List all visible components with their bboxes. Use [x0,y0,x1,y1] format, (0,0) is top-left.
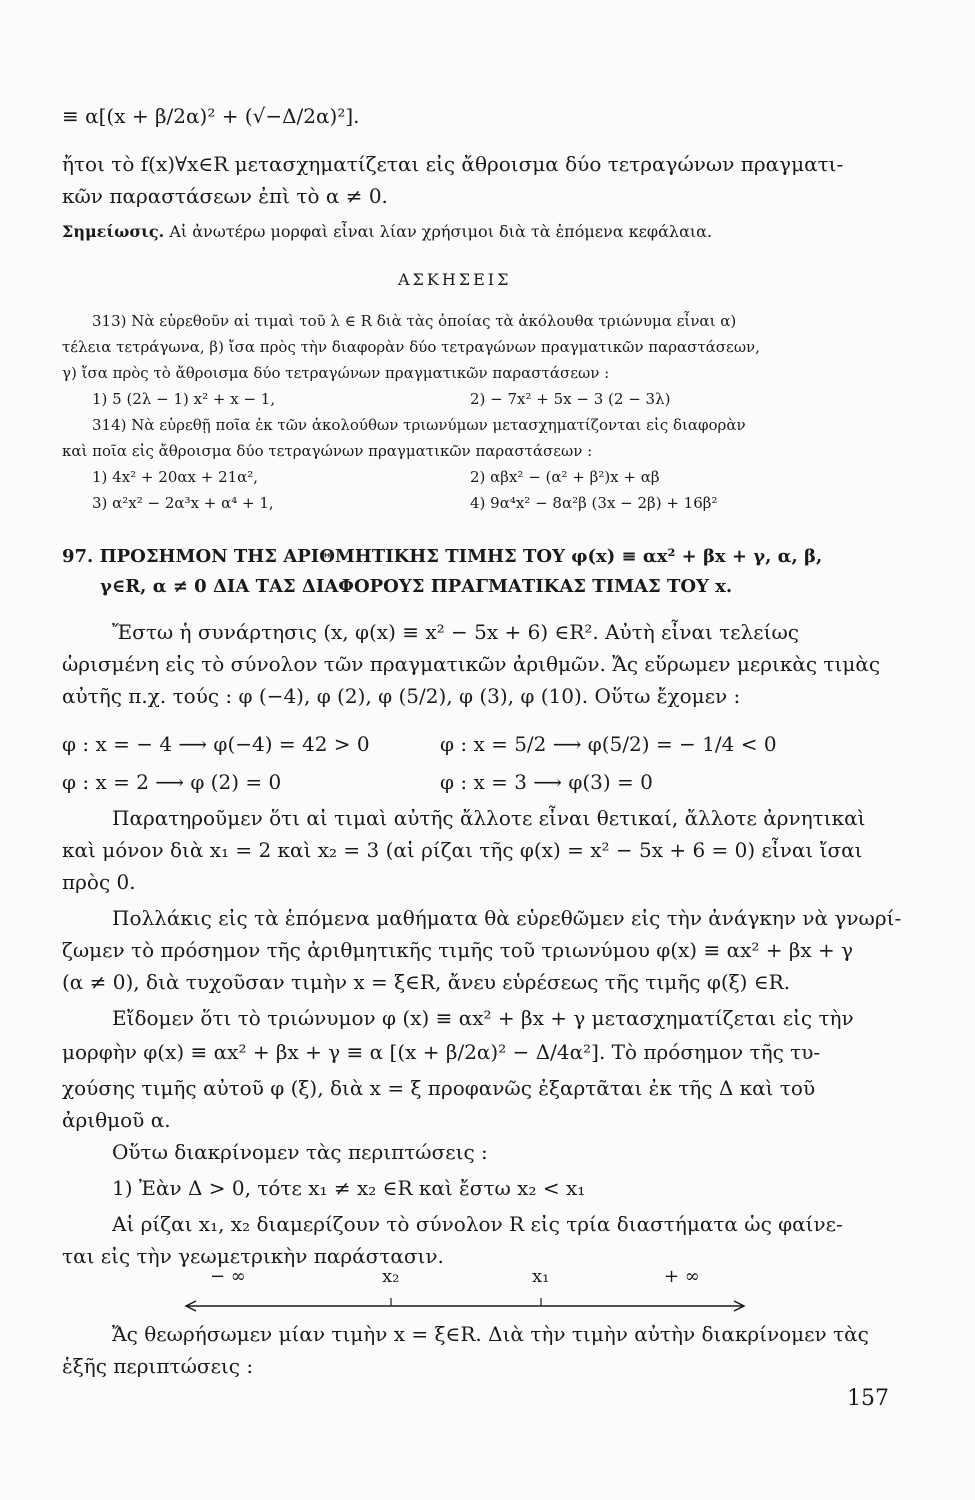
p4-line-3: χούσης τιμῆς αὐτοῦ φ (ξ), διὰ x = ξ προφανῶς ἐξαρτᾶται ἐκ τῆς Δ καὶ τοῦ [62,1076,816,1100]
number-line [180,1292,750,1316]
ex314-item-4: 4) 9α⁴x² − 8α²β (3x − 2β) + 16β² [470,494,718,512]
top-formula: ≡ α[(x + β/2α)² + (√−Δ/2α)²]. [62,104,360,128]
p2-line-3: πρὸς 0. [62,870,136,894]
p1-line-3: αὐτῆς π.χ. τούς : φ (−4), φ (2), φ (5/2), φ (3), φ (10). Οὕτω ἔχομεν : [62,684,741,708]
eq-2b: φ : x = 3 ⟶ φ(3) = 0 [440,770,653,794]
note-label: Σημείωσις. [62,222,165,241]
p4-line-1: Εἴδομεν ὅτι τὸ τριώνυμον φ (x) ≡ αx² + βx + γ μετασχηματίζεται εἰς τὴν [112,1006,854,1030]
p2-line-2: καὶ μόνον διὰ x₁ = 2 καὶ x₂ = 3 (αἱ ρίζαι τῆς φ(x) = x² − 5x + 6 = 0) εἶναι ἴσαι [62,838,863,862]
ex313-item-2: 2) − 7x² + 5x − 3 (2 − 3λ) [470,390,671,408]
eq-1b: φ : x = 5/2 ⟶ φ(5/2) = − 1/4 < 0 [440,732,777,756]
section-number: 97. [62,546,94,567]
section-title-1: ΠΡΟΣΗΜΟΝ ΤΗΣ ΑΡΙΘΜΗΤΙΚΗΣ ΤΙΜΗΣ ΤΟΥ φ(x) ≡ αx² + βx + γ, α, β, [99,546,823,567]
p3-line-2: ζωμεν τὸ πρόσημον τῆς ἀριθμητικῆς τιμῆς τοῦ τριωνύμου φ(x) ≡ αx² + βx + γ [62,938,854,962]
ex314-item-2: 2) αβx² − (α² + β²)x + αβ [470,468,660,486]
page-number: 157 [847,1386,889,1411]
axis-pos-infinity: + ∞ [664,1266,700,1287]
ex314-item-3: 3) α²x² − 2α³x + α⁴ + 1, [92,494,274,512]
p1-line-1: Ἔστω ἡ συνάρτησις (x, φ(x) ≡ x² − 5x + 6) ∈R². Αὐτὴ εἶναι τελείως [112,620,799,644]
eq-2a: φ : x = 2 ⟶ φ (2) = 0 [62,770,282,794]
intro-line-1: ἤτοι τὸ f(x)∀x∈R μετασχηματίζεται εἰς ἄθροισμα δύο τετραγώνων πραγματι- [62,152,844,176]
p8-line-1: Ἄς θεωρήσωμεν μίαν τιμὴν x = ξ∈R. Διὰ τὴν τιμὴν αὐτὴν διακρίνομεν τὰς [112,1322,869,1346]
p1-line-2: ὡρισμένη εἰς τὸ σύνολον τῶν πραγματικῶν ἀριθμῶν. Ἄς εὕρωμεν μερικὰς τιμὰς [62,652,881,676]
note-text: Αἱ ἀνωτέρω μορφαὶ εἶναι λίαν χρήσιμοι διὰ τὰ ἑπόμενα κεφάλαια. [169,222,713,241]
p3-line-1: Πολλάκις εἰς τὰ ἑπόμενα μαθήματα θὰ εὑρεθῶμεν εἰς τὴν ἀνάγκην νὰ γνωρί- [112,906,902,930]
ex314-line-1: 314) Νὰ εὑρεθῇ ποῖα ἐκ τῶν ἀκολούθων τριωνύμων μετασχηματίζονται εἰς διαφορὰν [92,416,746,434]
ex314-item-1: 1) 4x² + 20αx + 21α², [92,468,259,486]
section-title-line-1 [62,546,822,567]
axis-label-x2: x₂ [382,1266,400,1287]
section-title-line-2: γ∈R, α ≠ 0 ΔΙΑ ΤΑΣ ΔΙΑΦΟΡΟΥΣ ΠΡΑΓΜΑΤΙΚΑΣ ΤΙΜΑΣ ΤΟΥ x. [100,576,733,597]
p2-line-1: Παρατηροῦμεν ὅτι αἱ τιμαὶ αὐτῆς ἄλλοτε εἶναι θετικαί, ἄλλοτε ἀρνητικαὶ [112,806,866,830]
p6: 1) Ἐὰν Δ > 0, τότε x₁ ≠ x₂ ∈R καὶ ἔστω x₂ < x₁ [112,1176,586,1200]
note [62,222,712,241]
exercises-heading: ΑΣΚΗΣΕΙΣ [398,270,512,289]
p7-line-2: ται εἰς τὴν γεωμετρικὴν παράστασιν. [62,1244,444,1268]
p4-line-4: ἀριθμοῦ α. [62,1108,171,1132]
axis-label-x1: x₁ [532,1266,550,1287]
ex313-line-2: τέλεια τετράγωνα, β) ἴσα πρὸς τὴν διαφορὰν δύο τετραγώνων πραγματικῶν παραστάσεων, [62,338,760,356]
p7-line-1: Αἱ ρίζαι x₁, x₂ διαμερίζουν τὸ σύνολον R εἰς τρία διαστήματα ὡς φαίνε- [112,1212,843,1236]
ex313-line-1: 313) Νὰ εὑρεθοῦν αἱ τιμαὶ τοῦ λ ∈ R διὰ τὰς ὁποίας τὰ ἀκόλουθα τριώνυμα εἶναι α) [92,312,737,330]
p3-line-3: (α ≠ 0), διὰ τυχοῦσαν τιμὴν x = ξ∈R, ἄνευ εὑρέσεως τῆς τιμῆς φ(ξ) ∈R. [62,970,791,994]
ex313-item-1: 1) 5 (2λ − 1) x² + x − 1, [92,390,276,408]
eq-1a: φ : x = − 4 ⟶ φ(−4) = 42 > 0 [62,732,370,756]
ex314-line-2: καὶ ποῖα εἰς ἄθροισμα δύο τετραγώνων πραγματικῶν παραστάσεων : [62,442,593,460]
p8-line-2: ἑξῆς περιπτώσεις : [62,1354,254,1378]
p5: Οὕτω διακρίνομεν τὰς περιπτώσεις : [112,1140,488,1164]
p4-line-2: μορφὴν φ(x) ≡ αx² + βx + γ ≡ α [(x + β/2α)² − Δ/4α²]. Τὸ πρόσημον τῆς τυ- [62,1040,821,1064]
intro-line-2: κῶν παραστάσεων ἐπὶ τὸ α ≠ 0. [62,184,388,208]
axis-neg-infinity: − ∞ [210,1266,246,1287]
ex313-line-3: γ) ἴσα πρὸς τὸ ἄθροισμα δύο τετραγώνων πραγματικῶν παραστάσεων : [62,364,610,382]
